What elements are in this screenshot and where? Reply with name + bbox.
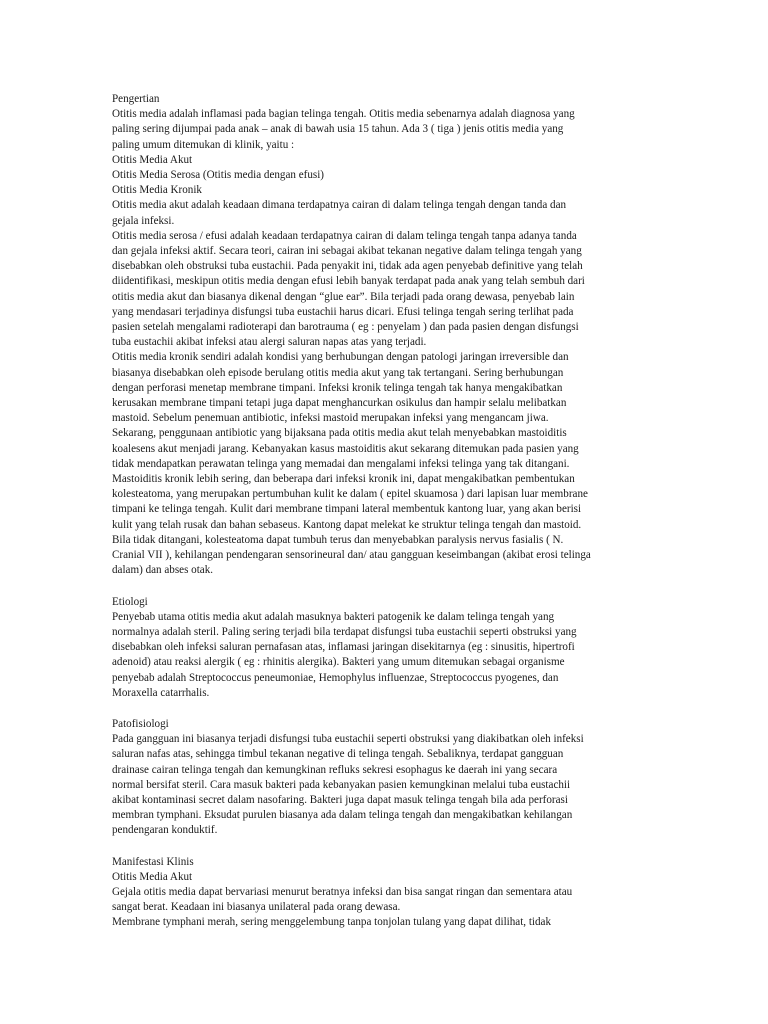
text-line: Cranial VII ), kehilangan pendengaran sensorineural dan/ atau gangguan keseimbangan (akibat erosi telinga: [112, 549, 591, 562]
text-line: yang mendasari terjadinya disfungsi tuba eustachii harus dicari. Efusi telinga tengah sering terlihat pada: [112, 305, 574, 318]
text-line: Otitis Media Akut: [112, 153, 193, 166]
text-line: pendengaran konduktif.: [112, 824, 218, 837]
section-patofisiologi: [112, 717, 660, 839]
text-line: disebabkan oleh obstruksi tuba eustachii. Pada penyakit ini, tidak ada agen penyebab definitive yang telah: [112, 260, 583, 273]
text-line: saluran nafas atas, sehingga timbul tekanan negative di telinga tengah. Sebaliknya, terdapat gangguan: [112, 748, 564, 761]
text-line: Pada gangguan ini biasanya terjadi disfungsi tuba eustachii seperti obstruksi yang diakibatkan oleh infeksi: [112, 733, 584, 746]
text-line: kolesteatoma, yang merupakan pertumbuhan kulit ke dalam ( epitel skuamosa ) dari lapisan luar membrane: [112, 488, 588, 501]
text-line: Bila tidak ditangani, kolesteatoma dapat tumbuh terus dan menyebabkan paralysis nervus fasialis ( N.: [112, 533, 564, 546]
text-line: dalam) dan abses otak.: [112, 564, 214, 577]
section-heading: Etiologi: [112, 595, 148, 608]
text-line: Otitis Media Serosa (Otitis media dengan efusi): [112, 169, 324, 182]
text-line: penyebab adalah Streptococcus peneumoniae, Hemophylus influenzae, Streptococcus pyogenes, dan: [112, 671, 559, 684]
text-line: Otitis media serosa / efusi adalah keadaan terdapatnya cairan di dalam telinga tengah tanpa adanya tanda: [112, 229, 577, 242]
text-line: timpani ke telinga tengah. Kulit dari membrane timpani lateral membentuk kantong luar, yang akan berisi: [112, 503, 582, 516]
text-line: gejala infeksi.: [112, 214, 175, 227]
text-line: normal bersifat steril. Cara masuk bakteri pada kebanyakan pasien kemungkinan melalui tuba eustachii: [112, 778, 571, 791]
section-etiologi: [112, 595, 660, 701]
text-line: diidentifikasi, meskipun otitis media dengan efusi lebih banyak terdapat pada anak yang telah sembuh dari: [112, 275, 585, 288]
text-line: kerusakan membrane timpani tetapi juga dapat menghancurkan osikulus dan hampir selalu melibatkan: [112, 397, 567, 410]
text-line: kulit yang telah rusak dan bahan sebaseus. Kantong dapat melekat ke struktur telinga tengah dan mastoid.: [112, 518, 582, 531]
text-line: akibat kontaminasi secret dalam nasofaring. Bakteri juga dapat masuk telinga tengah bila ada perforasi: [112, 793, 568, 806]
text-line: otitis media akut dan biasanya dikenal dengan “glue ear”. Bila terjadi pada orang dewasa, penyebab lain: [112, 290, 575, 303]
text-line: Otitis Media Kronik: [112, 184, 202, 197]
text-line: drainase cairan telinga tengah dan kemungkinan refluks sekresi esophagus ke daerah ini yang secara: [112, 763, 558, 776]
document-page: [112, 92, 660, 931]
text-line: dengan perforasi menetap membrane timpani. Infeksi kronik telinga tengah tak hanya mengakibatkan: [112, 381, 563, 394]
section-manifestasi: [112, 855, 660, 931]
text-line: disebabkan oleh infeksi saluran pernafasan atas, inflamasi jaringan disekitarnya (eg : sinusitis, hipertrofi: [112, 641, 575, 654]
text-line: mastoid. Sebelum penemuan antibiotic, infeksi mastoid merupakan infeksi yang mengancam jiwa.: [112, 412, 549, 425]
text-line: dan gejala infeksi aktif. Secara teori, cairan ini sebagai akibat tekanan negative dalam telinga tengah yang: [112, 245, 582, 258]
section-pengertian: [112, 92, 660, 579]
text-line: Otitis media kronik sendiri adalah kondisi yang berhubungan dengan patologi jaringan irreversible dan: [112, 351, 569, 364]
text-line: normalnya adalah steril. Paling sering terjadi bila terdapat disfungsi tuba eustachii seperti obstruksi yang: [112, 625, 577, 638]
text-line: Penyebab utama otitis media akut adalah masuknya bakteri patogenik ke dalam telinga tengah yang: [112, 610, 555, 623]
text-line: pasien setelah mengalami radioterapi dan barotrauma ( eg : penyelam ) dan pada pasien dengan disfungsi: [112, 321, 579, 334]
text-line: adenoid) atau reaksi alergik ( eg : rhinitis alergika). Bakteri yang umum ditemukan sebagai organisme: [112, 656, 565, 669]
text-line: Membrane tymphani merah, sering menggelembung tanpa tonjolan tulang yang dapat dilihat, tidak: [112, 916, 552, 929]
text-line: Otitis media adalah inflamasi pada bagian telinga tengah. Otitis media sebenarnya adalah diagnosa yang: [112, 108, 575, 121]
section-heading: Pengertian: [112, 93, 160, 105]
section-heading: Patofisiologi: [112, 717, 169, 730]
text-line: Moraxella catarrhalis.: [112, 686, 210, 699]
section-heading: Manifestasi Klinis: [112, 855, 194, 868]
text-line: biasanya disebabkan oleh episode berulang otitis media akut yang tak tertangani. Sering berhubungan: [112, 366, 564, 379]
text-line: paling sering dijumpai pada anak – anak di bawah usia 15 tahun. Ada 3 ( tiga ) jenis otitis media yang: [112, 123, 564, 136]
text-line: membran tymphani. Eksudat purulen biasanya ada dalam telinga tengah dan mengakibatkan kehilangan: [112, 809, 573, 822]
text-line: tuba eustachii akibat infeksi atau alergi saluran napas atas yang terjadi.: [112, 336, 427, 349]
text-line: paling umum ditemukan di klinik, yaitu :: [112, 138, 295, 151]
text-line: Gejala otitis media dapat bervariasi menurut beratnya infeksi dan bisa sangat ringan dan sementara atau: [112, 885, 573, 898]
text-line: koalesens akut menjadi jarang. Kebanyakan kasus mastoiditis akut sekarang ditemukan pada pasien yang: [112, 442, 579, 455]
text-line: Otitis Media Akut: [112, 870, 193, 883]
text-line: sangat berat. Keadaan ini biasanya unilateral pada orang dewasa.: [112, 901, 401, 914]
text-line: tidak mendapatkan perawatan telinga yang memadai dan mengalami infeksi telinga yang tak ditangani.: [112, 457, 570, 470]
text-line: Mastoiditis kronik lebih sering, dan beberapa dari infeksi kronik ini, dapat mengakibatkan pembentukan: [112, 473, 575, 486]
text-line: Otitis media akut adalah keadaan dimana terdapatnya cairan di dalam telinga tengah dengan tanda dan: [112, 199, 567, 212]
text-line: Sekarang, penggunaan antibiotic yang bijaksana pada otitis media akut telah menyebabkan mastoiditis: [112, 427, 567, 440]
